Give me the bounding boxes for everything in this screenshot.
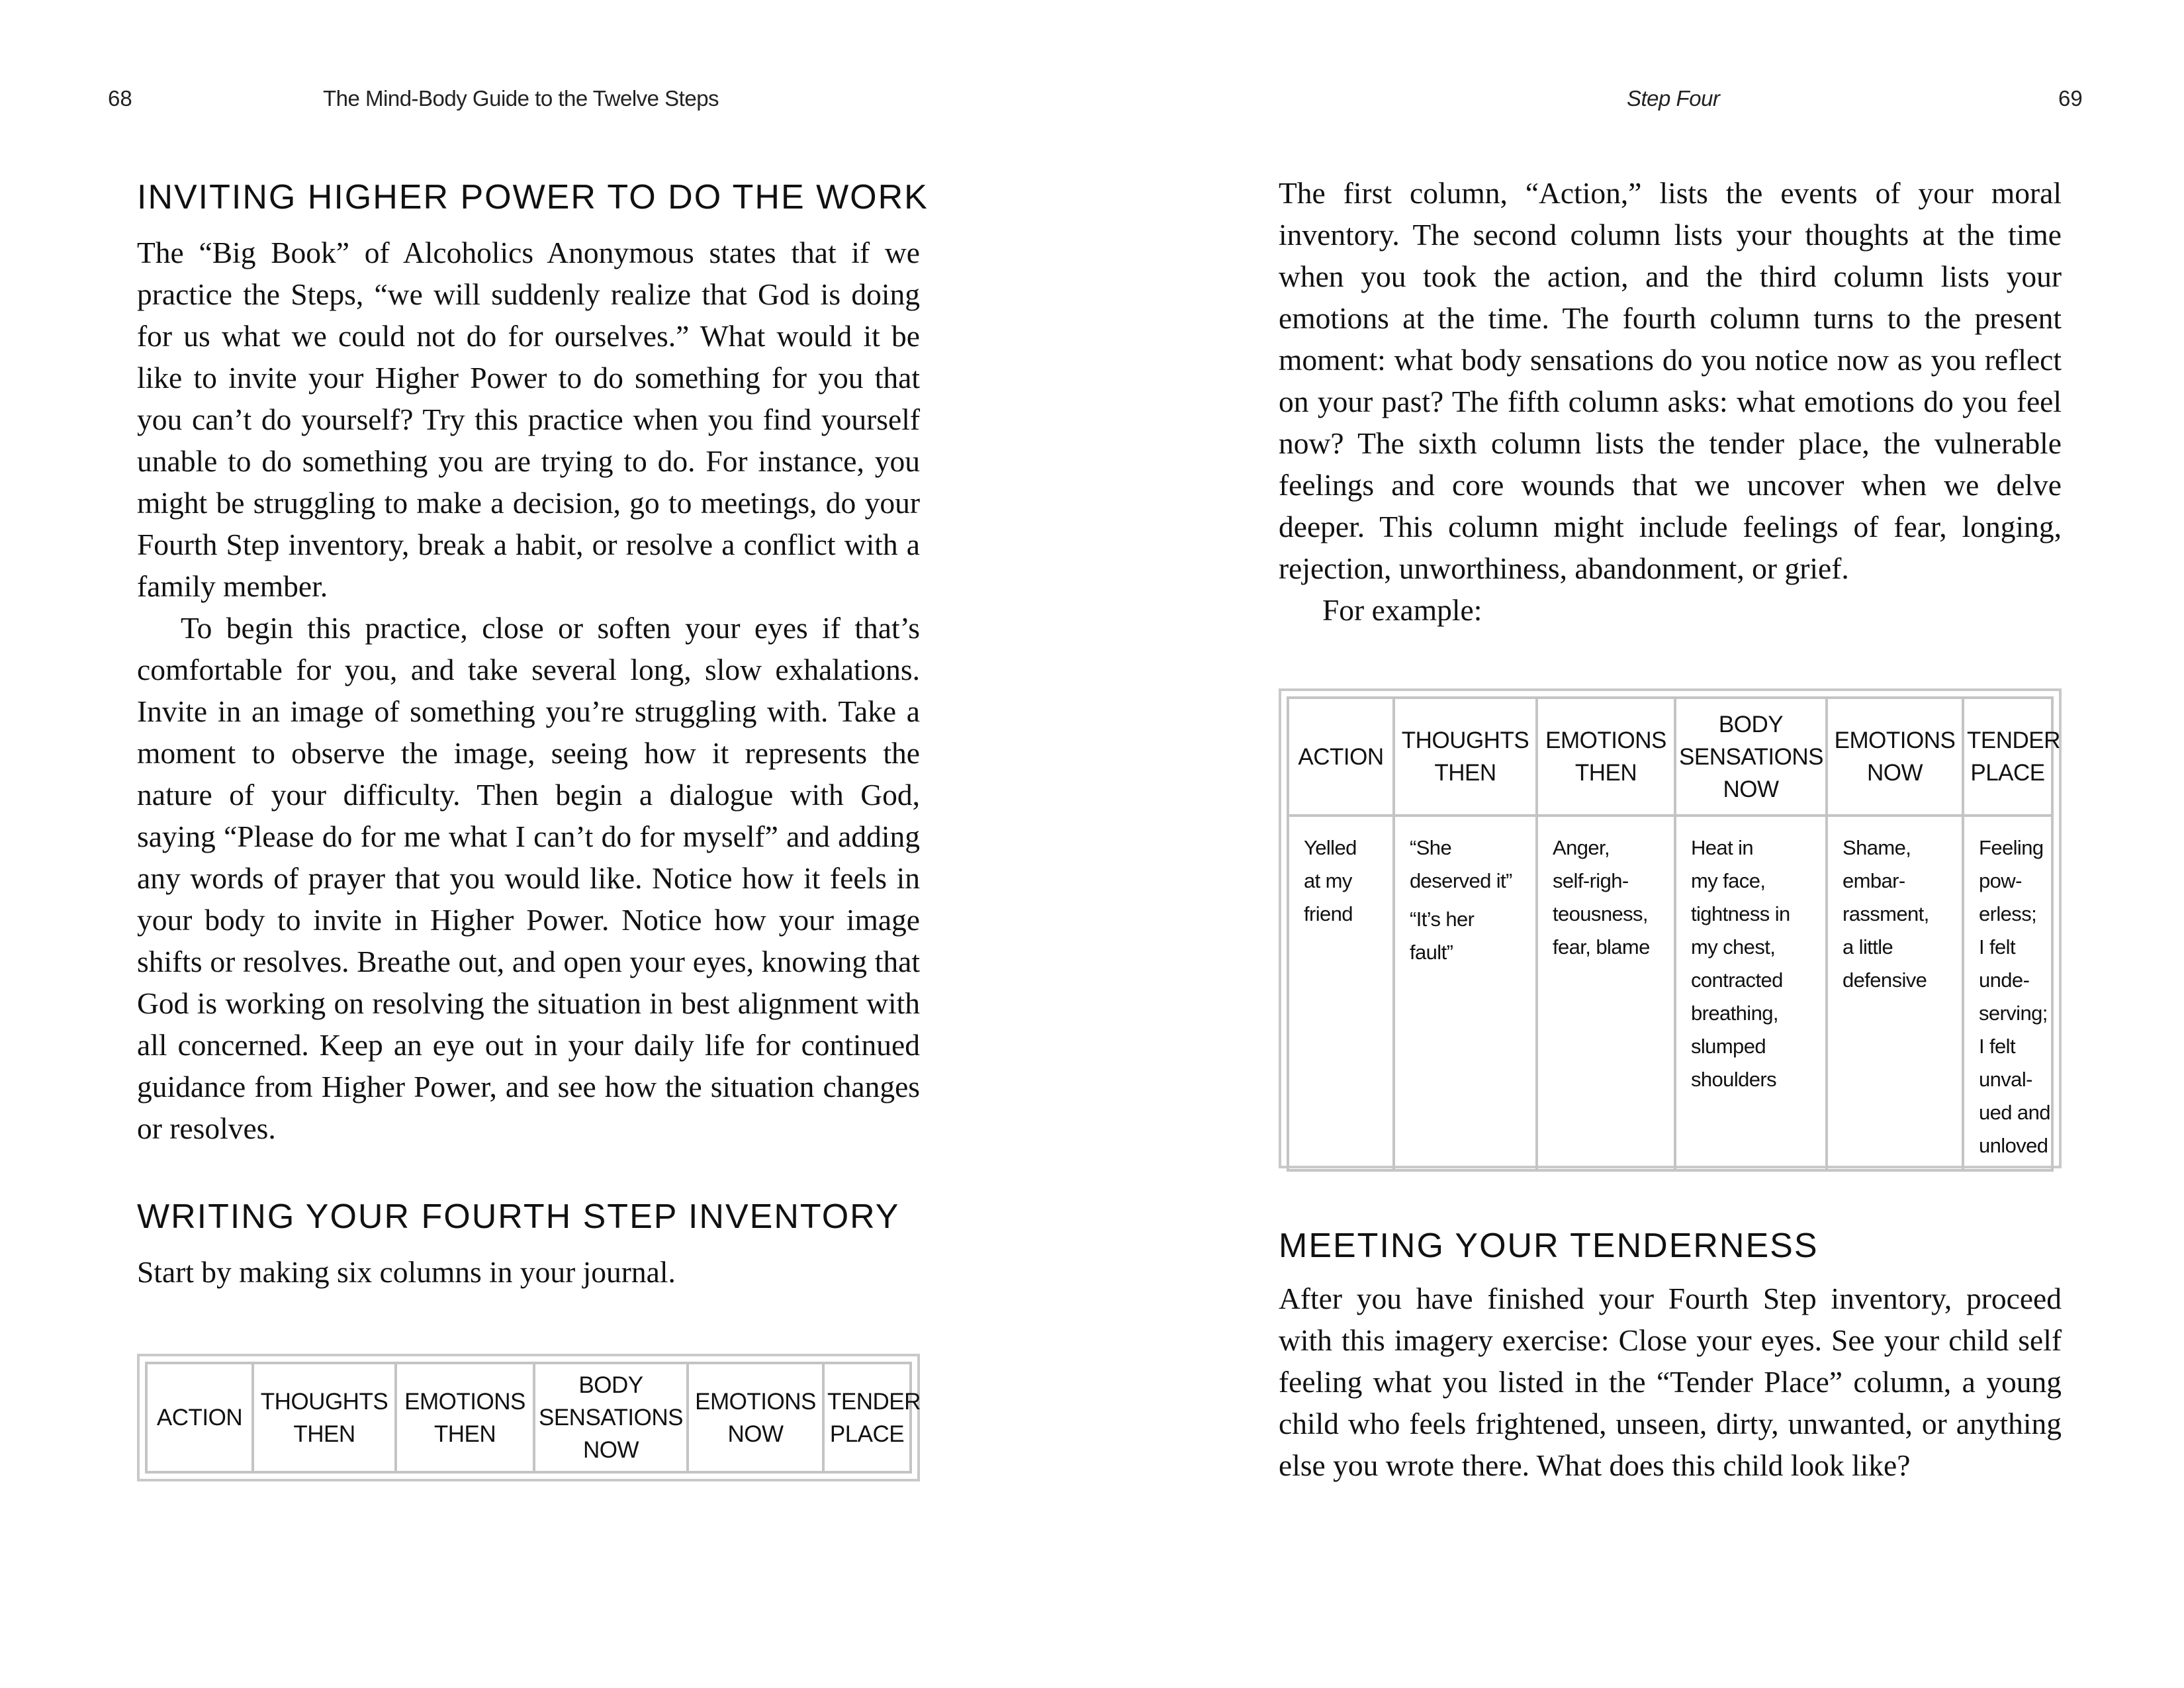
cell-tender-place: Feeling pow- erless; I felt unde- serving; I felt unval- ued and unloved bbox=[1963, 816, 2052, 1170]
section-heading-meeting-your-tenderness: MEETING YOUR TENDERNESS bbox=[1279, 1227, 1819, 1265]
table-row bbox=[1288, 816, 2052, 1170]
cell-action: Yelled at my friend bbox=[1288, 816, 1394, 1170]
section-heading-fourth-step-inventory: WRITING YOUR FOURTH STEP INVENTORY bbox=[137, 1197, 900, 1236]
header-body-sensations-now: BODY SENSATIONS NOW bbox=[1675, 698, 1827, 816]
cell-body-sensations-now: Heat in my face, tightness in my chest, contracted breathing, slumped shoulders bbox=[1675, 816, 1827, 1170]
page-number-right: 69 bbox=[2058, 86, 2083, 111]
right-page bbox=[1092, 0, 2184, 1688]
header-emotions-now: EMOTIONS NOW bbox=[1827, 698, 1963, 816]
header-tender-place: TENDER PLACE bbox=[823, 1363, 911, 1472]
section-intro-fourth-step-inventory bbox=[137, 1251, 920, 1293]
section-body-meeting-your-tenderness bbox=[1279, 1278, 2062, 1486]
paragraph: To begin this practice, close or soften your eyes if that’s comfortable for you, and take several long, slow exhalations. Invite in an image of something you’re struggling with. Take a moment to observe the image, seeing how it represents the nature of your difficulty. Then begin a dialogue with God, saying “Please do for me what I can’t do for myself” and adding any words of prayer that you would like. Notice how it feels in your body to invite in Higher Power. Notice how your image shifts or resolves. Breathe out, and open your eyes, knowing that God is working on resolving the situation in best alignment with all concerned. Keep an eye out in your daily life for continued guidance from Higher Power, and see how the situation changes or resolves. bbox=[137, 611, 920, 1145]
section-heading-inviting-higher-power: INVITING HIGHER POWER TO DO THE WORK bbox=[137, 178, 929, 216]
cell-emotions-now: Shame, embar- rassment, a little defensive bbox=[1827, 816, 1963, 1170]
header-body-sensations-now: BODY SENSATIONS NOW bbox=[534, 1363, 688, 1472]
table-header-row bbox=[146, 1363, 911, 1472]
header-action: ACTION bbox=[1288, 698, 1394, 816]
header-action: ACTION bbox=[146, 1363, 253, 1472]
column-explanation-text bbox=[1279, 172, 2062, 631]
cell-thoughts-then: “She deserved it” “It’s her fault” bbox=[1394, 816, 1537, 1170]
paragraph: The “Big Book” of Alcoholics Anonymous states that if we practice the Steps, “we will suddenly realize that God is doing for us what we could not do for ourselves.” What would it be like to invite your Higher Power to do something for you that you can’t do yourself? Try this practice when you find yourself unable to do something you are trying to do. For instance, you might be struggling to make a decision, go to meetings, do your Fourth Step inventory, break a habit, or resolve a conflict with a family member. bbox=[137, 236, 920, 603]
header-emotions-now: EMOTIONS NOW bbox=[688, 1363, 823, 1472]
cell-emotions-then: Anger, self-righ- teousness, fear, blame bbox=[1537, 816, 1675, 1170]
running-head-right: Step Four bbox=[1627, 86, 1720, 111]
section-body-inviting-higher-power bbox=[137, 232, 920, 1149]
header-emotions-then: EMOTIONS THEN bbox=[1537, 698, 1675, 816]
table-header-row bbox=[1288, 698, 2052, 816]
blank-inventory-table bbox=[137, 1354, 920, 1481]
paragraph: The first column, “Action,” lists the events of your moral inventory. The second column lists your thoughts at the time when you took the action, and the third column lists your emotions at the time. The fourth column turns to the present moment: what body sensations do you notice now as you reflect on your past? The fifth column asks: what emotions do you feel now? The sixth column lists the tender place, the vulnerable feelings and core wounds that we uncover when we delve deeper. This column might include feelings of fear, longing, rejection, unworthiness, abandonment, or grief. bbox=[1279, 176, 2062, 585]
paragraph-for-example: For example: bbox=[1322, 593, 1482, 627]
page-number-left: 68 bbox=[108, 86, 132, 111]
paragraph: Start by making six columns in your journal. bbox=[137, 1255, 676, 1289]
paragraph: After you have finished your Fourth Step inventory, proceed with this imagery exercise: Close your eyes. See your child self feeling what you listed in the “Tender Place” column, a young child who feels frightened, unseen, dirty, unwanted, or anything else you wrote there. What does this child look like? bbox=[1279, 1282, 2062, 1482]
example-inventory-table bbox=[1279, 688, 2062, 1168]
header-emotions-then: EMOTIONS THEN bbox=[396, 1363, 534, 1472]
header-thoughts-then: THOUGHTS THEN bbox=[253, 1363, 396, 1472]
header-thoughts-then: THOUGHTS THEN bbox=[1394, 698, 1537, 816]
header-tender-place: TENDER PLACE bbox=[1963, 698, 2052, 816]
running-head-left: The Mind-Body Guide to the Twelve Steps bbox=[323, 86, 719, 111]
